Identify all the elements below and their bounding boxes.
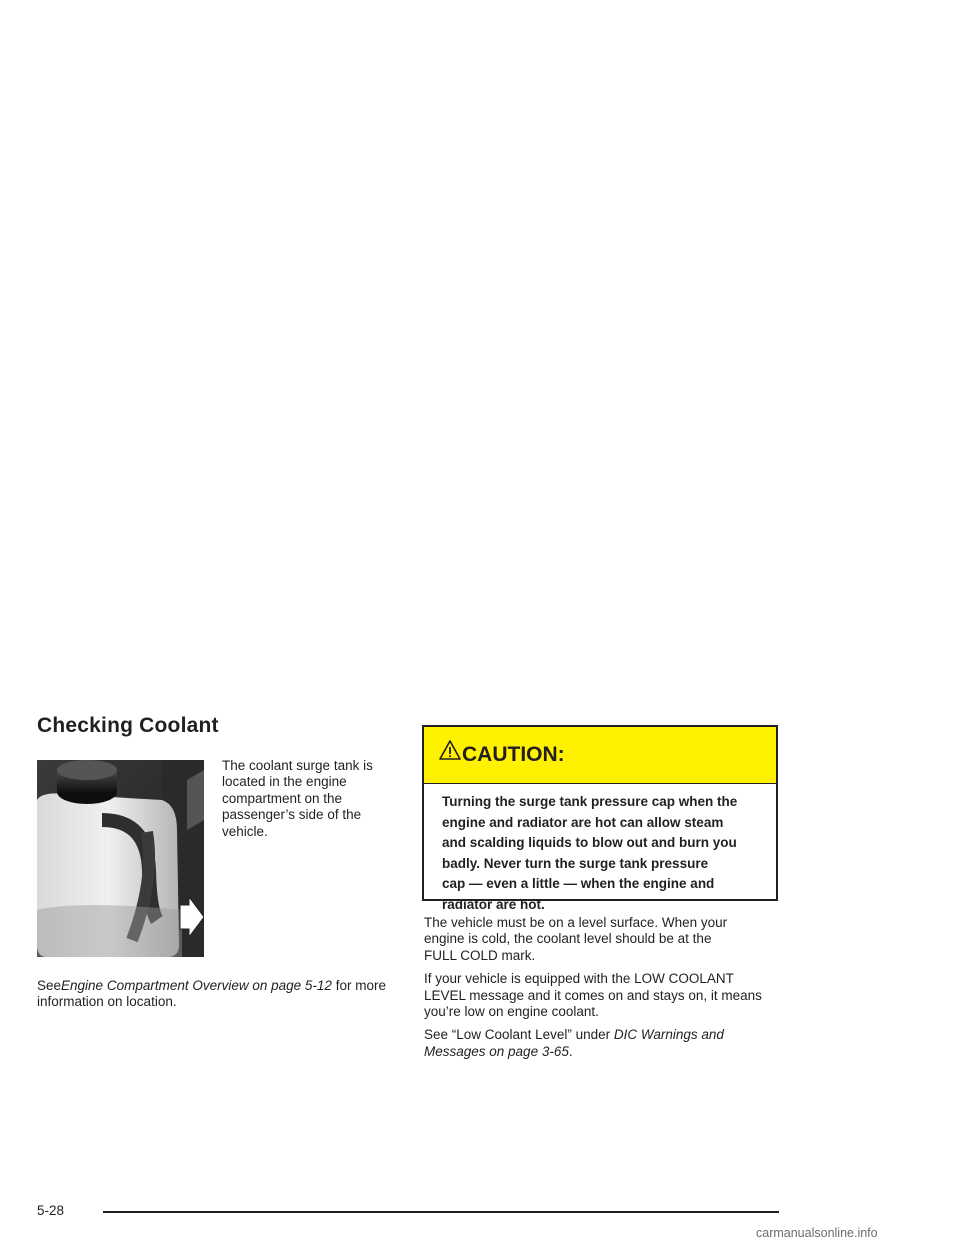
figure-caption-line: The coolant surge tank is — [222, 758, 373, 773]
coolant-surge-tank-photo — [37, 760, 204, 957]
page-number: 5-28 — [37, 1203, 65, 1218]
caution-text — [424, 784, 776, 915]
paragraph-text: . — [568, 1043, 573, 1059]
paragraph-line: If your vehicle is equipped with the LOW COOLANT — [424, 971, 734, 987]
reference-line: DIC Warnings and — [613, 1027, 724, 1043]
caution-header — [424, 727, 776, 784]
caution-line: radiator are hot. — [442, 896, 545, 912]
coolant-tank-illustration — [37, 760, 204, 957]
dic-reference-paragraph — [424, 1027, 784, 1060]
level-surface-paragraph — [424, 915, 784, 964]
right-column-text — [424, 915, 784, 1067]
caution-line: engine and radiator are hot can allow steam — [442, 814, 724, 830]
section-title: Checking Coolant — [37, 714, 219, 737]
figure-caption-line: compartment on the — [222, 790, 343, 806]
see-prefix: See — [37, 978, 62, 993]
figure-caption — [222, 758, 392, 840]
figure-caption-line: passenger’s side of the — [222, 807, 362, 823]
caution-line: and scalding liquids to blow out and burn you — [442, 835, 737, 850]
caution-line: Turning the surge tank pressure cap when the — [442, 794, 738, 809]
watermark-text: carmanualsonline.info — [756, 1226, 878, 1240]
paragraph-line: engine is cold, the coolant level should be at the — [424, 931, 712, 947]
figure-caption-line: located in the engine — [222, 774, 347, 790]
caution-title: CAUTION: — [462, 743, 565, 766]
warning-triangle-icon — [439, 739, 461, 761]
paragraph-line: you’re low on engine coolant. — [424, 1004, 599, 1020]
footer-rule — [103, 1211, 779, 1213]
figure-caption-line: vehicle. — [222, 823, 268, 839]
paragraph-line: The vehicle must be on a level surface. When your — [424, 915, 728, 930]
paragraph-text: See “Low Coolant Level” under — [424, 1027, 614, 1043]
see-reference-paragraph — [37, 978, 387, 1011]
caution-box — [422, 725, 778, 912]
paragraph-line: FULL COLD mark. — [424, 947, 536, 963]
caution-line: badly. Never turn the surge tank pressure — [442, 855, 709, 871]
paragraph-line: LEVEL message and it comes on and stays on, it means — [424, 987, 762, 1003]
low-coolant-message-paragraph — [424, 971, 784, 1020]
reference-line: Messages on page 3-65 — [424, 1043, 569, 1059]
caution-line: cap — even a little — when the engine and — [442, 876, 715, 891]
see-suffix: for more information on location. — [37, 978, 386, 1010]
engine-compartment-reference-link[interactable]: Engine Compartment Overview on page 5-12 — [61, 978, 332, 993]
